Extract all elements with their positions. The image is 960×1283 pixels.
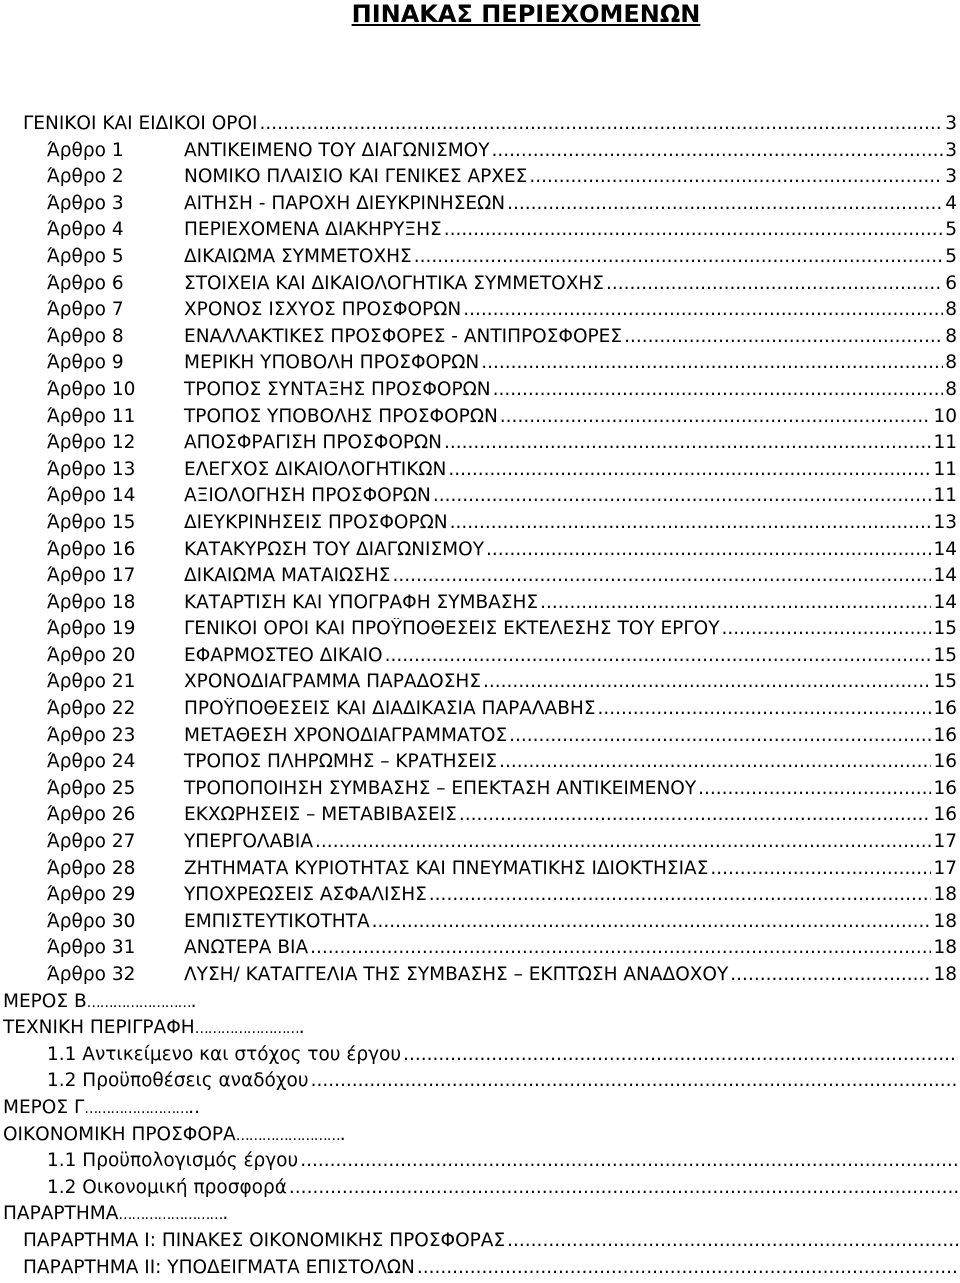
toc-page-number: 18 xyxy=(933,964,957,985)
article-title: ΠΡΟΫΠΟΘΕΣΕΙΣ ΚΑΙ ΔΙΑΔΙΚΑΣΙΑ ΠΑΡΑΛΑΒΗΣ xyxy=(184,698,596,720)
toc-entry-financial-offer[interactable] xyxy=(0,1124,960,1151)
toc-entry-article[interactable] xyxy=(0,725,960,752)
toc-entry-label: 1.1 Προϋπολογισμός έργου xyxy=(47,1150,299,1172)
article-number: Άρθρο 27 xyxy=(47,831,136,853)
article-number: Άρθρο 2 xyxy=(47,166,124,188)
toc-entry-subsection[interactable] xyxy=(0,1044,960,1071)
toc-entry-label: 1.2 Οικονομική προσφορά xyxy=(47,1176,287,1198)
leader-end: .. xyxy=(188,1096,201,1118)
toc-page-number: 5 xyxy=(945,245,957,267)
article-number: Άρθρο 29 xyxy=(47,884,136,906)
article-title: ΕΝΑΛΛΑΚΤΙΚΕΣ ΠΡΟΣΦΟΡΕΣ - ΑΝΤΙΠΡΟΣΦΟΡΕΣ xyxy=(184,325,623,347)
toc-entry-article[interactable] xyxy=(0,618,960,645)
toc-page-number: 8 xyxy=(945,325,957,347)
article-number: Άρθρο 11 xyxy=(47,405,136,427)
toc-entry-subsection[interactable] xyxy=(0,1150,960,1177)
toc-entry-label: ΜΕΡΟΣ Β xyxy=(3,990,87,1012)
dot-leader xyxy=(444,219,944,240)
toc-page-number: 3 xyxy=(945,113,957,134)
dot-leader xyxy=(509,725,931,746)
toc-entry-label: ΜΕΡΟΣ Γ xyxy=(3,1096,85,1118)
toc-entry-article[interactable] xyxy=(0,937,960,964)
dot-leader xyxy=(289,1177,958,1198)
toc-page-number: 3 xyxy=(945,166,957,188)
dot-leader xyxy=(710,858,931,879)
article-number: Άρθρο 21 xyxy=(47,671,136,693)
dot-leader xyxy=(450,512,932,533)
toc-entry-appendix-item[interactable] xyxy=(0,1230,960,1257)
dot-leader xyxy=(311,1070,958,1091)
toc-page-number: 8 xyxy=(945,352,957,374)
article-title: ΑΞΙΟΛΟΓΗΣΗ ΠΡΟΣΦΟΡΩΝ xyxy=(184,485,431,507)
toc-page-number: 17 xyxy=(933,831,957,853)
toc-page-number: 11 xyxy=(933,432,957,454)
dot-leader xyxy=(463,299,943,320)
toc-page-number: 11 xyxy=(933,485,957,507)
article-title: ΛΥΣΗ/ ΚΑΤΑΓΓΕΛΙΑ ΤΗΣ ΣΥΜΒΑΣΗΣ – ΕΚΠΤΩΣΗ ΑΝΑΔΟΧΟΥ xyxy=(184,964,729,985)
article-number: Άρθρο 28 xyxy=(47,857,136,879)
article-title: ΕΜΠΙΣΤΕΥΤΙΚΟΤΗΤΑ xyxy=(184,910,370,932)
ellipsis-leader xyxy=(118,1207,222,1223)
toc-page-number: 15 xyxy=(933,644,957,666)
dot-leader xyxy=(606,273,943,294)
toc-page-number: 16 xyxy=(933,724,957,746)
toc-entry-label: ΠΑΡΑΡΤΗΜΑ ΙΙ: ΥΠΟΔΕΙΓΜΑΤΑ ΕΠΙΣΤΟΛΩΝ xyxy=(23,1256,415,1278)
dot-leader xyxy=(507,193,943,214)
article-number: Άρθρο 30 xyxy=(47,910,136,932)
toc-entry-article[interactable] xyxy=(0,751,960,778)
toc-entry-part-b[interactable] xyxy=(0,991,960,1018)
toc-entry-article[interactable] xyxy=(0,592,960,619)
leader-end: . xyxy=(190,990,197,1012)
dot-leader xyxy=(598,698,932,719)
toc-page-number: 3 xyxy=(945,139,957,161)
toc-entry-appendix-item[interactable] xyxy=(0,1257,960,1283)
dot-leader xyxy=(372,911,932,932)
toc-entry-article[interactable] xyxy=(0,352,960,379)
article-number: Άρθρο 14 xyxy=(47,485,136,507)
article-number: Άρθρο 8 xyxy=(47,325,124,347)
article-number: Άρθρο 17 xyxy=(47,565,136,587)
article-number: Άρθρο 6 xyxy=(47,272,124,294)
toc-page-number: 15 xyxy=(933,671,957,693)
article-number: Άρθρο 13 xyxy=(47,458,136,480)
toc-entry-article[interactable] xyxy=(0,858,960,885)
dot-leader xyxy=(493,379,944,400)
toc-entry-article[interactable] xyxy=(0,219,960,246)
leader-end: . xyxy=(222,1203,229,1225)
article-title: ΤΡΟΠΟΣ ΣΥΝΤΑΞΗΣ ΠΡΟΣΦΟΡΩΝ xyxy=(184,378,491,400)
article-title: ΤΡΟΠΟΠΟΙΗΣΗ ΣΥΜΒΑΣΗΣ – ΕΠΕΚΤΑΣΗ ΑΝΤΙΚΕΙΜΕΝΟΥ xyxy=(184,777,697,799)
toc-entry-article[interactable] xyxy=(0,246,960,273)
toc-entry-subsection[interactable] xyxy=(0,1070,960,1097)
article-number: Άρθρο 23 xyxy=(47,724,136,746)
dot-leader xyxy=(500,406,932,427)
toc-page-number: 13 xyxy=(933,511,957,533)
toc-entry-article[interactable] xyxy=(0,166,960,193)
toc-page-number: 15 xyxy=(933,618,957,640)
toc-entry-article[interactable] xyxy=(0,964,960,991)
dot-leader xyxy=(417,1257,958,1278)
dot-leader xyxy=(483,671,931,692)
toc-entry-article[interactable] xyxy=(0,539,960,566)
toc-entry-article[interactable] xyxy=(0,831,960,858)
article-title: ΑΝΤΙΚΕΙΜΕΝΟ ΤΟΥ ΔΙΑΓΩΝΙΣΜΟΥ xyxy=(184,139,490,161)
article-number: Άρθρο 5 xyxy=(47,245,124,267)
article-title: ΤΡΟΠΟΣ ΥΠΟΒΟΛΗΣ ΠΡΟΣΦΟΡΩΝ xyxy=(184,405,498,427)
dot-leader xyxy=(403,1044,958,1065)
toc-entry-article[interactable] xyxy=(0,804,960,831)
toc-page-number: 16 xyxy=(933,751,957,773)
article-title: ΧΡΟΝΟΔΙΑΓΡΑΜΜΑ ΠΑΡΑΔΟΣΗΣ xyxy=(184,671,482,693)
article-title: ΚΑΤΑΚΥΡΩΣΗ ΤΟΥ ΔΙΑΓΩΝΙΣΜΟΥ xyxy=(184,538,485,560)
toc-entry-article[interactable] xyxy=(0,565,960,592)
toc-entry-article[interactable] xyxy=(0,432,960,459)
dot-leader xyxy=(481,352,943,373)
toc-entry-article[interactable] xyxy=(0,884,960,911)
article-title: ΠΕΡΙΕΧΟΜΕΝΑ ΔΙΑΚΗΡΥΞΗΣ xyxy=(184,219,442,241)
toc-entry-article[interactable] xyxy=(0,485,960,512)
toc-page-number: 18 xyxy=(933,937,957,959)
toc-page-number: 18 xyxy=(933,910,957,932)
toc-page-number: 14 xyxy=(933,591,957,613)
dot-leader xyxy=(722,618,932,639)
article-title: ΔΙΚΑΙΩΜΑ ΣΥΜΜΕΤΟΧΗΣ xyxy=(184,245,412,267)
toc-entry-article[interactable] xyxy=(0,698,960,725)
article-number: Άρθρο 1 xyxy=(47,139,124,161)
ellipsis-leader xyxy=(87,995,191,1011)
toc-page-number: 14 xyxy=(933,565,957,587)
toc-page-number: 16 xyxy=(933,777,957,799)
leader-end: . xyxy=(298,1017,305,1039)
toc-entry-article[interactable] xyxy=(0,379,960,406)
article-title: ΕΚΧΩΡΗΣΕΙΣ – ΜΕΤΑΒΙΒΑΣΕΙΣ xyxy=(184,804,457,826)
toc-entry-subsection[interactable] xyxy=(0,1177,960,1204)
toc-entry-article[interactable] xyxy=(0,911,960,938)
ellipsis-leader xyxy=(236,1128,340,1144)
dot-leader xyxy=(392,565,931,586)
dot-leader xyxy=(310,937,931,958)
toc-entry-label: 1.1 Αντικείμενο και στόχος του έργου xyxy=(47,1043,402,1065)
article-title: ΔΙΚΑΙΩΜΑ ΜΑΤΑΙΩΣΗΣ xyxy=(184,565,391,587)
article-number: Άρθρο 31 xyxy=(47,937,136,959)
article-title: ΥΠΟΧΡΕΩΣΕΙΣ ΑΣΦΑΛΙΣΗΣ xyxy=(184,884,427,906)
dot-leader xyxy=(492,140,944,161)
dot-leader xyxy=(459,804,932,825)
toc-entry-article[interactable] xyxy=(0,778,960,805)
toc-entry-technical-description[interactable] xyxy=(0,1017,960,1044)
toc-page-number: 11 xyxy=(933,458,957,480)
dot-leader xyxy=(414,246,943,267)
toc-page-number: 8 xyxy=(945,378,957,400)
toc-page-number: 10 xyxy=(933,405,957,427)
toc-entry-article[interactable] xyxy=(0,512,960,539)
dot-leader xyxy=(429,884,932,905)
toc-page-number: 18 xyxy=(933,884,957,906)
dot-leader xyxy=(433,485,932,506)
article-title: ΜΕΤΑΘΕΣΗ ΧΡΟΝΟΔΙΑΓΡΑΜΜΑΤΟΣ xyxy=(184,724,508,746)
toc-entry-general[interactable] xyxy=(0,113,960,140)
toc-page-number: 14 xyxy=(933,538,957,560)
toc-page-number: 16 xyxy=(933,804,957,826)
article-title: ΓΕΝΙΚΟΙ ΟΡΟΙ ΚΑΙ ΠΡΟΫΠΟΘΕΣΕΙΣ ΕΚΤΕΛΕΣΗΣ ΤΟΥ ΕΡΓΟΥ xyxy=(184,618,720,640)
toc-entry-label: ΓΕΝΙΚΟΙ ΚΑΙ ΕΙΔΙΚΟΙ ΟΡΟΙ xyxy=(23,113,258,134)
article-title: ΝΟΜΙΚΟ ΠΛΑΙΣΙΟ ΚΑΙ ΓΕΝΙΚΕΣ ΑΡΧΕΣ xyxy=(184,166,528,188)
article-title: ΤΡΟΠΟΣ ΠΛΗΡΩΜΗΣ – ΚΡΑΤΗΣΕΙΣ xyxy=(184,751,498,773)
article-number: Άρθρο 9 xyxy=(47,352,124,374)
toc-entry-label: ΠΑΡΑΡΤΗΜΑ Ι: ΠΙΝΑΚΕΣ ΟΙΚΟΝΟΜΙΚΗΣ ΠΡΟΣΦΟΡΑΣ xyxy=(23,1229,506,1251)
toc-entry-part-c[interactable] xyxy=(0,1097,960,1124)
dot-leader xyxy=(385,645,932,666)
article-title: ΚΑΤΑΡΤΙΣΗ ΚΑΙ ΥΠΟΓΡΑΦΗ ΣΥΜΒΑΣΗΣ xyxy=(184,591,539,613)
article-number: Άρθρο 18 xyxy=(47,591,136,613)
article-title: ΔΙΕΥΚΡΙΝΗΣΕΙΣ ΠΡΟΣΦΟΡΩΝ xyxy=(184,511,448,533)
toc-page-number: 6 xyxy=(945,272,957,294)
dot-leader xyxy=(529,166,943,187)
toc-entry-article[interactable] xyxy=(0,671,960,698)
article-number: Άρθρο 22 xyxy=(47,698,136,720)
article-title: ΑΠΟΣΦΡΑΓΙΣΗ ΠΡΟΣΦΟΡΩΝ xyxy=(184,432,443,454)
article-list xyxy=(0,140,960,991)
toc-entry-article[interactable] xyxy=(0,645,960,672)
article-title: ΣΤΟΙΧΕΙΑ ΚΑΙ ΔΙΚΑΙΟΛΟΓΗΤΙΚΑ ΣΥΜΜΕΤΟΧΗΣ xyxy=(184,272,604,294)
dot-leader xyxy=(315,831,931,852)
dot-leader xyxy=(507,1230,958,1251)
toc-entry-label: 1.2 Προϋποθέσεις αναδόχου xyxy=(47,1070,309,1092)
dot-leader xyxy=(444,432,931,453)
article-number: Άρθρο 10 xyxy=(47,378,136,400)
article-number: Άρθρο 4 xyxy=(47,219,124,241)
table-of-contents xyxy=(0,113,960,1283)
article-title: ΑΝΩΤΕΡΑ ΒΙΑ xyxy=(184,937,309,959)
toc-entry-appendix[interactable] xyxy=(0,1203,960,1230)
article-title: ΖΗΤΗΜΑΤΑ ΚΥΡΙΟΤΗΤΑΣ ΚΑΙ ΠΝΕΥΜΑΤΙΚΗΣ ΙΔΙΟΚΤΗΣΙΑΣ xyxy=(184,857,709,879)
article-number: Άρθρο 15 xyxy=(47,511,136,533)
dot-leader xyxy=(486,539,931,560)
article-title: ΕΛΕΓΧΟΣ ΔΙΚΑΙΟΛΟΓΗΤΙΚΩΝ xyxy=(184,458,447,480)
toc-entry-label: ΠΑΡΑΡΤΗΜΑ xyxy=(3,1203,119,1225)
toc-entry-article[interactable] xyxy=(0,140,960,167)
article-title: ΥΠΕΡΓΟΛΑΒΙΑ xyxy=(184,831,314,853)
toc-entry-label: ΤΕΧΝΙΚΗ ΠΕΡΙΓΡΑΦΗ xyxy=(3,1017,195,1039)
ellipsis-leader xyxy=(195,1021,299,1037)
toc-entry-article[interactable] xyxy=(0,193,960,220)
article-title: ΕΦΑΡΜΟΣΤΕΟ ΔΙΚΑΙΟ xyxy=(184,644,383,666)
article-title: ΑΙΤΗΣΗ - ΠΑΡΟΧΗ ΔΙΕΥΚΡΙΝΗΣΕΩΝ xyxy=(184,192,506,214)
ellipsis-leader xyxy=(84,1101,188,1117)
toc-page-number: 16 xyxy=(933,698,957,720)
article-number: Άρθρο 3 xyxy=(47,192,124,214)
toc-page-number: 5 xyxy=(945,219,957,241)
article-number: Άρθρο 12 xyxy=(47,432,136,454)
toc-page-number: 4 xyxy=(945,192,957,214)
dot-leader xyxy=(448,459,931,480)
toc-entry-article[interactable] xyxy=(0,326,960,353)
toc-entry-article[interactable] xyxy=(0,273,960,300)
article-number: Άρθρο 20 xyxy=(47,644,136,666)
leader-end: . xyxy=(339,1123,346,1145)
dot-leader xyxy=(624,326,943,347)
dot-leader xyxy=(540,592,931,613)
toc-page-number: 17 xyxy=(933,857,957,879)
toc-entry-article[interactable] xyxy=(0,459,960,486)
dot-leader xyxy=(698,778,931,799)
page-title: ΠΙΝΑΚΑΣ ΠΕΡΙΕΧΟΜΕΝΩΝ xyxy=(351,0,701,28)
toc-entry-label: ΟΙΚΟΝΟΜΙΚΗ ΠΡΟΣΦΟΡΑ xyxy=(3,1123,236,1145)
article-number: Άρθρο 26 xyxy=(47,804,136,826)
toc-entry-article[interactable] xyxy=(0,299,960,326)
article-title: ΧΡΟΝΟΣ ΙΣΧΥΟΣ ΠΡΟΣΦΟΡΩΝ xyxy=(184,299,462,321)
dot-leader xyxy=(300,1150,958,1171)
article-title: ΜΕΡΙΚΗ ΥΠΟΒΟΛΗ ΠΡΟΣΦΟΡΩΝ xyxy=(184,352,480,374)
article-number: Άρθρο 24 xyxy=(47,751,136,773)
toc-page-number: 8 xyxy=(945,299,957,321)
dot-leader xyxy=(499,751,931,772)
article-number: Άρθρο 19 xyxy=(47,618,136,640)
article-number: Άρθρο 16 xyxy=(47,538,136,560)
article-number: Άρθρο 7 xyxy=(47,299,124,321)
article-number: Άρθρο 25 xyxy=(47,777,136,799)
dot-leader xyxy=(730,964,931,985)
dot-leader xyxy=(259,113,943,134)
toc-entry-article[interactable] xyxy=(0,406,960,433)
article-number: Άρθρο 32 xyxy=(47,964,136,985)
